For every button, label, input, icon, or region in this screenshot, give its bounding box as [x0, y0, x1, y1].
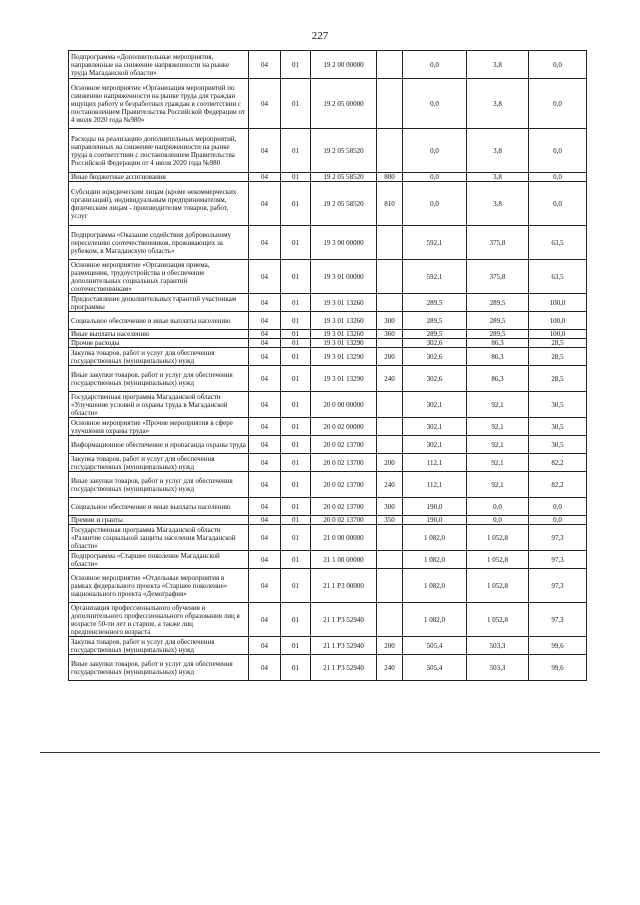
table-row	[69, 312, 587, 330]
row-section-code: 04	[249, 569, 281, 603]
page-number: 227	[311, 30, 329, 42]
table-row	[69, 182, 587, 226]
row-expense-type-code: 810	[377, 182, 403, 226]
row-planned-amount: 289,5	[403, 312, 467, 330]
row-actual-amount: 375,8	[467, 226, 529, 260]
row-name: Подпрограмма «Дополнительные мероприятия, направленные на снижение напряженности на рынке труда Магаданской области»	[69, 51, 249, 79]
row-subsection-code: 01	[281, 603, 311, 637]
row-target-item-code: 19 2 05 00000	[311, 79, 377, 129]
row-planned-amount: 505,4	[403, 637, 467, 655]
row-subsection-code: 01	[281, 51, 311, 79]
row-name: Государственная программа Магаданской области «Развитие социальной защиты населения Магаданской области»	[69, 525, 249, 551]
row-name: Основное мероприятие «Прочие мероприятия в сфере улучшения охраны труда»	[69, 418, 249, 436]
table-row	[69, 551, 587, 569]
row-section-code: 04	[249, 226, 281, 260]
row-planned-amount: 302,1	[403, 392, 467, 418]
table-row	[69, 173, 587, 182]
row-target-item-code: 19 3 01 00000	[311, 260, 377, 294]
row-name: Закупка товаров, работ и услуг для обеспечения государственных (муниципальных) нужд	[69, 348, 249, 366]
row-actual-amount: 0,0	[467, 498, 529, 516]
row-expense-type-code	[377, 294, 403, 312]
budget-table	[68, 50, 587, 681]
table-row	[69, 392, 587, 418]
table-row	[69, 472, 587, 498]
row-planned-amount: 0,0	[403, 182, 467, 226]
table-row	[69, 366, 587, 392]
row-execution-percent: 97,3	[529, 551, 587, 569]
row-actual-amount: 503,3	[467, 637, 529, 655]
row-section-code: 04	[249, 472, 281, 498]
row-execution-percent: 63,5	[529, 226, 587, 260]
row-name: Основное мероприятие «Организация мероприятий по снижению напряженности на рынке труда для граждан ищущих работу и безработных граждан в соответствии с постановлением Правительства Российской Федерации от 4 июля 2020 года №980»	[69, 79, 249, 129]
table-row	[69, 516, 587, 525]
row-execution-percent: 0,0	[529, 129, 587, 173]
row-expense-type-code: 240	[377, 472, 403, 498]
row-section-code: 04	[249, 525, 281, 551]
row-section-code: 04	[249, 129, 281, 173]
row-actual-amount: 1 052,8	[467, 603, 529, 637]
row-name: Предоставление дополнительных гарантий участникам программы	[69, 294, 249, 312]
row-name: Расходы на реализацию дополнительных мероприятий, направленных на снижение напряженности на рынке труда в соответствии с постановлением Правительства Российской Федерации от 4 июля 2020 года №980	[69, 129, 249, 173]
row-execution-percent: 28,5	[529, 339, 587, 348]
row-target-item-code: 19 3 01 13260	[311, 312, 377, 330]
table-row	[69, 226, 587, 260]
row-subsection-code: 01	[281, 294, 311, 312]
row-name: Иные бюджетные ассигнования	[69, 173, 249, 182]
row-target-item-code: 20 0 02 13700	[311, 454, 377, 472]
row-actual-amount: 3,8	[467, 79, 529, 129]
row-target-item-code: 20 0 02 13700	[311, 472, 377, 498]
table-row	[69, 569, 587, 603]
row-planned-amount: 0,0	[403, 129, 467, 173]
row-subsection-code: 01	[281, 436, 311, 454]
row-actual-amount: 92,1	[467, 392, 529, 418]
row-planned-amount: 112,1	[403, 454, 467, 472]
row-name: Премии и гранты	[69, 516, 249, 525]
row-execution-percent: 99,6	[529, 637, 587, 655]
row-name: Подпрограмма «Оказание содействия добровольному переселению соотечественников, проживающих за рубежом, в Магаданскую область»	[69, 226, 249, 260]
table-row	[69, 294, 587, 312]
row-actual-amount: 3,8	[467, 51, 529, 79]
row-expense-type-code: 240	[377, 366, 403, 392]
row-target-item-code: 19 3 01 13260	[311, 330, 377, 339]
row-expense-type-code: 350	[377, 516, 403, 525]
row-section-code: 04	[249, 294, 281, 312]
table-row	[69, 525, 587, 551]
row-actual-amount: 86,3	[467, 348, 529, 366]
row-target-item-code: 19 2 05 58520	[311, 173, 377, 182]
row-subsection-code: 01	[281, 551, 311, 569]
row-subsection-code: 01	[281, 498, 311, 516]
row-expense-type-code: 360	[377, 330, 403, 339]
row-section-code: 04	[249, 339, 281, 348]
row-name: Субсидии юридическим лицам (кроме некоммерческих организаций), индивидуальным предпринимателям, физическим лицам - производителям товаров, работ, услуг	[69, 182, 249, 226]
row-name: Иные закупки товаров, работ и услуг для обеспечения государственных (муниципальных) нужд	[69, 366, 249, 392]
row-planned-amount: 0,0	[403, 79, 467, 129]
row-section-code: 04	[249, 655, 281, 681]
row-target-item-code: 19 2 05 58520	[311, 129, 377, 173]
row-actual-amount: 3,8	[467, 182, 529, 226]
row-section-code: 04	[249, 498, 281, 516]
row-target-item-code: 19 2 00 00000	[311, 51, 377, 79]
table-row	[69, 348, 587, 366]
row-expense-type-code	[377, 129, 403, 173]
row-planned-amount: 0,0	[403, 173, 467, 182]
row-expense-type-code	[377, 551, 403, 569]
row-subsection-code: 01	[281, 129, 311, 173]
row-name: Закупка товаров, работ и услуг для обеспечения государственных (муниципальных) нужд	[69, 454, 249, 472]
row-actual-amount: 92,1	[467, 436, 529, 454]
row-execution-percent: 0,0	[529, 79, 587, 129]
row-name: Закупка товаров, работ и услуг для обеспечения государственных (муниципальных) нужд	[69, 637, 249, 655]
row-actual-amount: 1 052,8	[467, 569, 529, 603]
row-planned-amount: 592,1	[403, 226, 467, 260]
row-name: Прочие расходы	[69, 339, 249, 348]
table-row	[69, 418, 587, 436]
row-execution-percent: 97,3	[529, 569, 587, 603]
row-planned-amount: 289,5	[403, 294, 467, 312]
row-expense-type-code	[377, 418, 403, 436]
row-execution-percent: 28,5	[529, 348, 587, 366]
row-actual-amount: 1 052,8	[467, 525, 529, 551]
row-expense-type-code: 300	[377, 498, 403, 516]
row-subsection-code: 01	[281, 516, 311, 525]
row-actual-amount: 289,5	[467, 294, 529, 312]
row-planned-amount: 302,6	[403, 339, 467, 348]
row-target-item-code: 19 3 01 13260	[311, 294, 377, 312]
table-row	[69, 339, 587, 348]
row-name: Подпрограмма «Старшее поколение Магаданской области»	[69, 551, 249, 569]
row-subsection-code: 01	[281, 418, 311, 436]
row-section-code: 04	[249, 51, 281, 79]
row-subsection-code: 01	[281, 182, 311, 226]
row-section-code: 04	[249, 366, 281, 392]
row-expense-type-code	[377, 569, 403, 603]
row-name: Информационное обеспечение и пропаганда охраны труда	[69, 436, 249, 454]
row-section-code: 04	[249, 392, 281, 418]
row-target-item-code: 20 0 02 13700	[311, 516, 377, 525]
row-target-item-code: 19 3 01 13290	[311, 339, 377, 348]
row-subsection-code: 01	[281, 226, 311, 260]
table-row	[69, 436, 587, 454]
row-execution-percent: 100,0	[529, 330, 587, 339]
row-actual-amount: 86,3	[467, 339, 529, 348]
row-execution-percent: 0,0	[529, 498, 587, 516]
row-target-item-code: 19 3 01 13290	[311, 348, 377, 366]
row-execution-percent: 30,5	[529, 392, 587, 418]
row-planned-amount: 505,4	[403, 655, 467, 681]
row-actual-amount: 3,8	[467, 173, 529, 182]
row-name: Организация профессионального обучения и дополнительного профессионального образования лиц в возрасте 50-ти лет и старше, а также лиц предпенсионного возраста	[69, 603, 249, 637]
table-row	[69, 498, 587, 516]
row-planned-amount: 0,0	[403, 51, 467, 79]
row-execution-percent: 97,3	[529, 603, 587, 637]
row-section-code: 04	[249, 454, 281, 472]
row-subsection-code: 01	[281, 525, 311, 551]
row-execution-percent: 0,0	[529, 173, 587, 182]
table-row	[69, 330, 587, 339]
row-name: Иные выплаты населению	[69, 330, 249, 339]
row-target-item-code: 21 0 00 00000	[311, 525, 377, 551]
row-execution-percent: 99,6	[529, 655, 587, 681]
table-row	[69, 129, 587, 173]
row-expense-type-code: 240	[377, 655, 403, 681]
row-name: Основное мероприятие «Организация приема, размещения, трудоустройства и обеспечение дополнительных социальных гарантий соотечественникам»	[69, 260, 249, 294]
row-name: Государственная программа Магаданской области «Улучшение условий и охраны труда в Магаданской области»	[69, 392, 249, 418]
row-expense-type-code: 800	[377, 173, 403, 182]
row-actual-amount: 289,5	[467, 312, 529, 330]
row-name: Иные закупки товаров, работ и услуг для обеспечения государственных (муниципальных) нужд	[69, 655, 249, 681]
row-execution-percent: 82,2	[529, 472, 587, 498]
row-section-code: 04	[249, 79, 281, 129]
row-actual-amount: 3,8	[467, 129, 529, 173]
row-subsection-code: 01	[281, 312, 311, 330]
row-section-code: 04	[249, 516, 281, 525]
row-subsection-code: 01	[281, 348, 311, 366]
row-section-code: 04	[249, 182, 281, 226]
row-actual-amount: 92,1	[467, 418, 529, 436]
row-planned-amount: 1 082,0	[403, 551, 467, 569]
row-expense-type-code	[377, 51, 403, 79]
row-actual-amount: 92,1	[467, 454, 529, 472]
row-planned-amount: 289,5	[403, 330, 467, 339]
row-expense-type-code	[377, 392, 403, 418]
table-row	[69, 637, 587, 655]
row-expense-type-code: 300	[377, 312, 403, 330]
row-target-item-code: 20 0 00 00000	[311, 392, 377, 418]
row-section-code: 04	[249, 436, 281, 454]
row-execution-percent: 0,0	[529, 182, 587, 226]
row-expense-type-code: 200	[377, 348, 403, 366]
row-name: Социальное обеспечение и иные выплаты населению	[69, 312, 249, 330]
row-target-item-code: 19 3 01 13290	[311, 366, 377, 392]
row-planned-amount: 190,0	[403, 516, 467, 525]
row-planned-amount: 1 082,0	[403, 603, 467, 637]
table-row	[69, 51, 587, 79]
row-section-code: 04	[249, 330, 281, 339]
row-expense-type-code	[377, 436, 403, 454]
table-row	[69, 454, 587, 472]
row-planned-amount: 302,6	[403, 348, 467, 366]
row-expense-type-code	[377, 79, 403, 129]
row-execution-percent: 0,0	[529, 516, 587, 525]
row-subsection-code: 01	[281, 472, 311, 498]
row-section-code: 04	[249, 260, 281, 294]
row-subsection-code: 01	[281, 173, 311, 182]
row-section-code: 04	[249, 312, 281, 330]
row-execution-percent: 100,0	[529, 312, 587, 330]
row-actual-amount: 503,3	[467, 655, 529, 681]
row-subsection-code: 01	[281, 366, 311, 392]
row-section-code: 04	[249, 418, 281, 436]
row-section-code: 04	[249, 551, 281, 569]
row-expense-type-code	[377, 339, 403, 348]
row-execution-percent: 0,0	[529, 51, 587, 79]
row-execution-percent: 63,5	[529, 260, 587, 294]
row-name: Социальное обеспечение и иные выплаты населению	[69, 498, 249, 516]
row-section-code: 04	[249, 603, 281, 637]
table-row	[69, 260, 587, 294]
row-target-item-code: 20 0 02 13700	[311, 436, 377, 454]
row-expense-type-code	[377, 525, 403, 551]
row-target-item-code: 21 1 P3 52940	[311, 603, 377, 637]
row-target-item-code: 21 1 P3 52940	[311, 637, 377, 655]
row-subsection-code: 01	[281, 330, 311, 339]
row-actual-amount: 1 052,8	[467, 551, 529, 569]
row-actual-amount: 289,5	[467, 330, 529, 339]
row-name: Основное мероприятие «Отдельные мероприятия в рамках федерального проекта «Старшее поколение» национального проекта «Демография»	[69, 569, 249, 603]
row-expense-type-code	[377, 603, 403, 637]
row-execution-percent: 100,0	[529, 294, 587, 312]
row-target-item-code: 19 2 05 58520	[311, 182, 377, 226]
row-subsection-code: 01	[281, 637, 311, 655]
row-subsection-code: 01	[281, 454, 311, 472]
row-execution-percent: 28,5	[529, 366, 587, 392]
row-planned-amount: 1 082,0	[403, 525, 467, 551]
row-planned-amount: 302,6	[403, 366, 467, 392]
row-subsection-code: 01	[281, 569, 311, 603]
table-row	[69, 603, 587, 637]
row-subsection-code: 01	[281, 655, 311, 681]
budget-table-body	[69, 51, 587, 681]
row-planned-amount: 302,1	[403, 418, 467, 436]
row-section-code: 04	[249, 348, 281, 366]
row-section-code: 04	[249, 637, 281, 655]
row-planned-amount: 302,1	[403, 436, 467, 454]
row-planned-amount: 190,0	[403, 498, 467, 516]
row-subsection-code: 01	[281, 392, 311, 418]
row-execution-percent: 30,5	[529, 418, 587, 436]
row-execution-percent: 97,3	[529, 525, 587, 551]
row-section-code: 04	[249, 173, 281, 182]
row-subsection-code: 01	[281, 79, 311, 129]
row-actual-amount: 86,3	[467, 366, 529, 392]
row-target-item-code: 19 3 00 00000	[311, 226, 377, 260]
row-name: Иные закупки товаров, работ и услуг для обеспечения государственных (муниципальных) нужд	[69, 472, 249, 498]
table-row	[69, 79, 587, 129]
row-planned-amount: 592,1	[403, 260, 467, 294]
row-planned-amount: 1 082,0	[403, 569, 467, 603]
row-expense-type-code: 200	[377, 454, 403, 472]
row-actual-amount: 92,1	[467, 472, 529, 498]
row-target-item-code: 21 1 P3 00000	[311, 569, 377, 603]
row-subsection-code: 01	[281, 260, 311, 294]
row-subsection-code: 01	[281, 339, 311, 348]
row-actual-amount: 375,8	[467, 260, 529, 294]
row-planned-amount: 112,1	[403, 472, 467, 498]
footer-rule	[40, 752, 600, 753]
row-expense-type-code: 200	[377, 637, 403, 655]
row-expense-type-code	[377, 260, 403, 294]
row-target-item-code: 21 1 00 00000	[311, 551, 377, 569]
row-target-item-code: 20 0 02 13700	[311, 498, 377, 516]
table-row	[69, 655, 587, 681]
budget-table-container	[68, 50, 586, 681]
row-target-item-code: 20 0 02 00000	[311, 418, 377, 436]
row-target-item-code: 21 1 P3 52940	[311, 655, 377, 681]
row-execution-percent: 30,5	[529, 436, 587, 454]
row-expense-type-code	[377, 226, 403, 260]
row-actual-amount: 0,0	[467, 516, 529, 525]
row-execution-percent: 82,2	[529, 454, 587, 472]
